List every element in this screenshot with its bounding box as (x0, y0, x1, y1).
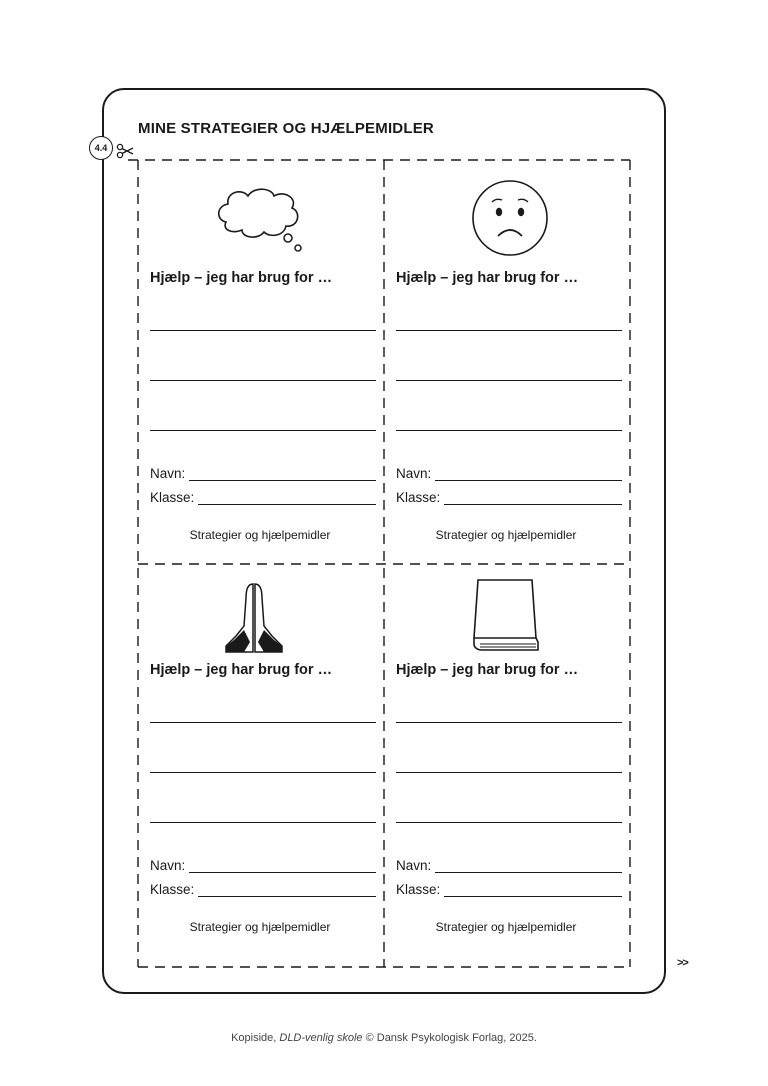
praying-hands-icon (222, 580, 286, 654)
card-footer: Strategier og hjælpemidler (435, 920, 577, 934)
strategy-card (138, 164, 382, 564)
copyright-suffix: © Dansk Psykologisk Forlag, 2025. (362, 1032, 537, 1044)
writing-line[interactable] (396, 772, 622, 773)
card-footer: Strategier og hjælpemidler (189, 528, 331, 542)
name-line[interactable] (435, 858, 622, 873)
card-title: Hjælp – jeg har brug for … (150, 662, 333, 678)
writing-line[interactable] (150, 722, 376, 723)
writing-line[interactable] (396, 430, 622, 431)
name-field[interactable] (150, 858, 376, 873)
class-field[interactable] (150, 882, 376, 897)
copyright-line (0, 1032, 768, 1044)
writing-line[interactable] (150, 330, 376, 331)
class-label: Klasse: (396, 882, 441, 897)
writing-line[interactable] (150, 380, 376, 381)
name-line[interactable] (189, 466, 376, 481)
name-field[interactable] (396, 858, 622, 873)
copyright-title: DLD-venlig skole (279, 1032, 363, 1044)
section-number-badge: 4.4 (89, 136, 113, 160)
card-title: Hjælp – jeg har brug for … (150, 270, 333, 286)
class-line[interactable] (198, 490, 376, 505)
strategy-card (138, 556, 382, 956)
writing-line[interactable] (396, 722, 622, 723)
class-field[interactable] (396, 490, 622, 505)
writing-line[interactable] (150, 772, 376, 773)
writing-line[interactable] (396, 380, 622, 381)
class-line[interactable] (444, 882, 622, 897)
card-title: Hjælp – jeg har brug for … (396, 270, 579, 286)
class-label: Klasse: (150, 490, 195, 505)
card-footer: Strategier og hjælpemidler (189, 920, 331, 934)
class-line[interactable] (198, 882, 376, 897)
class-field[interactable] (150, 490, 376, 505)
card-footer: Strategier og hjælpemidler (435, 528, 577, 542)
strategy-card (384, 164, 628, 564)
sad-face-icon (470, 178, 550, 258)
strategy-card (384, 556, 628, 956)
name-field[interactable] (396, 466, 622, 481)
class-field[interactable] (396, 882, 622, 897)
name-label: Navn: (396, 466, 432, 481)
name-field[interactable] (150, 466, 376, 481)
class-line[interactable] (444, 490, 622, 505)
next-page-marker: >> (677, 957, 688, 969)
page-title: MINE STRATEGIER OG HJÆLPEMIDLER (138, 120, 434, 137)
card-title: Hjælp – jeg har brug for … (396, 662, 579, 678)
name-label: Navn: (150, 466, 186, 481)
name-line[interactable] (435, 466, 622, 481)
copyright-prefix: Kopiside, (231, 1032, 280, 1044)
book-icon (466, 576, 546, 654)
thought-cloud-icon (214, 182, 310, 258)
writing-line[interactable] (150, 822, 376, 823)
name-line[interactable] (189, 858, 376, 873)
class-label: Klasse: (150, 882, 195, 897)
writing-line[interactable] (396, 330, 622, 331)
writing-line[interactable] (396, 822, 622, 823)
name-label: Navn: (396, 858, 432, 873)
name-label: Navn: (150, 858, 186, 873)
class-label: Klasse: (396, 490, 441, 505)
writing-line[interactable] (150, 430, 376, 431)
